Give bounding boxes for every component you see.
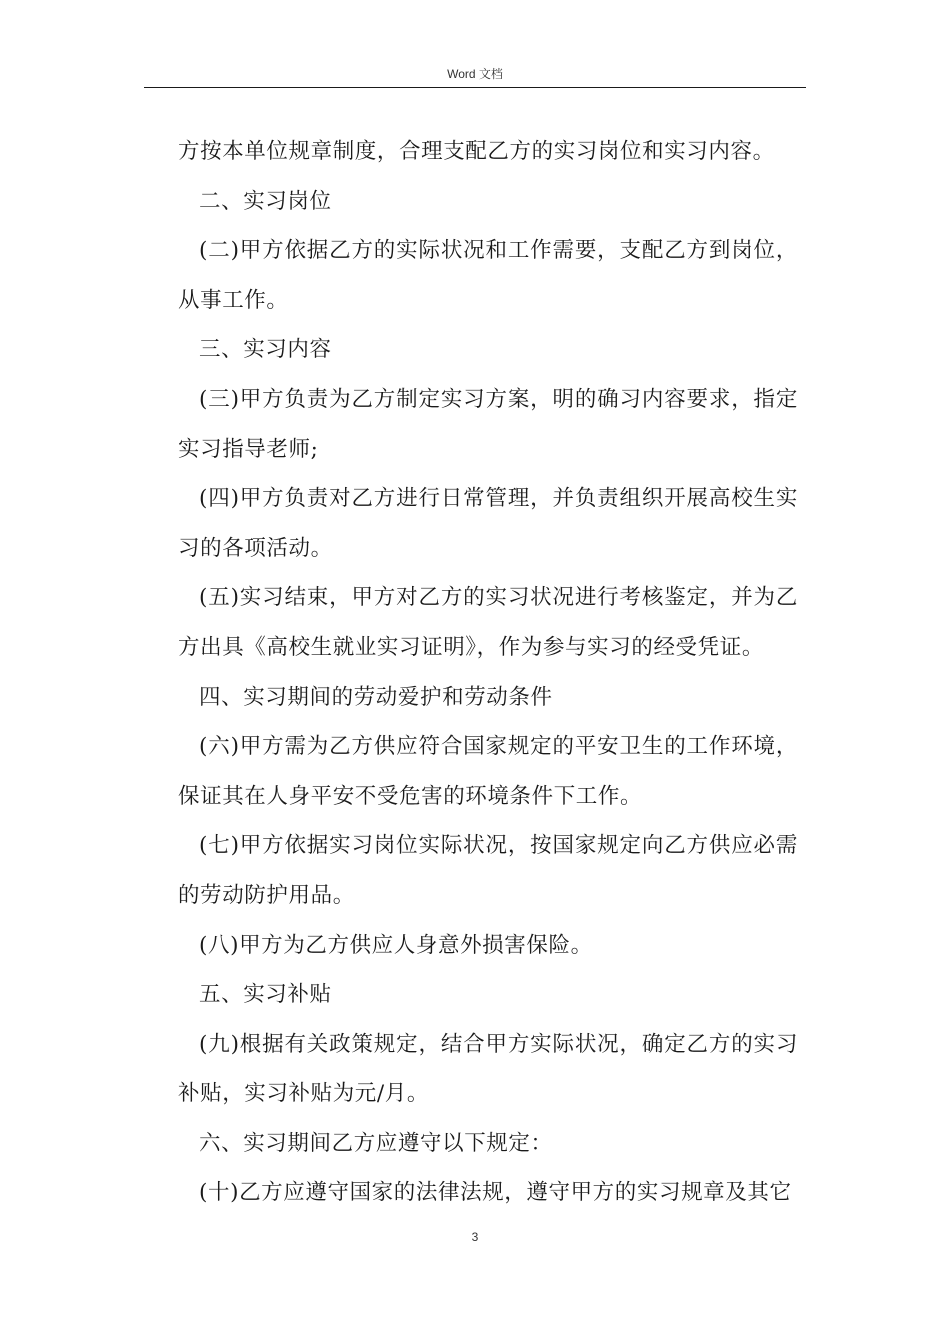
- paragraph: (四)甲方负责对乙方进行日常管理，并负责组织开展高校生实习的各项活动。: [178, 486, 798, 561]
- page-header: Word 文档: [447, 67, 503, 81]
- paragraph: 三、实习内容: [199, 337, 332, 363]
- paragraph: (五)实习结束，甲方对乙方的实习状况进行考核鉴定，并为乙方出具《高校生就业实习证明》，作为参与实习的经受凭证。: [178, 585, 798, 660]
- document-body: [178, 127, 798, 1218]
- paragraph: 五、实习补贴: [199, 982, 332, 1008]
- header-divider: [144, 87, 806, 88]
- paragraph: (十)乙方应遵守国家的法律法规，遵守甲方的实习规章及其它: [199, 1180, 792, 1206]
- paragraph: (二)甲方依据乙方的实际状况和工作需要，支配乙方到岗位，从事工作。: [178, 238, 798, 313]
- paragraph: 六、实习期间乙方应遵守以下规定：: [199, 1130, 553, 1156]
- paragraph: 二、实习岗位: [199, 188, 332, 214]
- paragraph: 方按本单位规章制度，合理支配乙方的实习岗位和实习内容。: [178, 139, 775, 164]
- paragraph: 四、实习期间的劳动爱护和劳动条件: [199, 684, 553, 710]
- paragraph: (七)甲方依据实习岗位实际状况，按国家规定向乙方供应必需的劳动防护用品。: [178, 833, 798, 908]
- paragraph: (八)甲方为乙方供应人身意外损害保险。: [199, 932, 593, 958]
- paragraph: (六)甲方需为乙方供应符合国家规定的平安卫生的工作环境，保证其在人身平安不受危害的环境条件下工作。: [178, 734, 798, 809]
- paragraph: (三)甲方负责为乙方制定实习方案，明的确习内容要求，指定实习指导老师;: [178, 386, 798, 462]
- page-number: 3: [471, 1230, 479, 1244]
- paragraph: (九)根据有关政策规定，结合甲方实际状况，确定乙方的实习补贴，实习补贴为元/月。: [178, 1031, 798, 1107]
